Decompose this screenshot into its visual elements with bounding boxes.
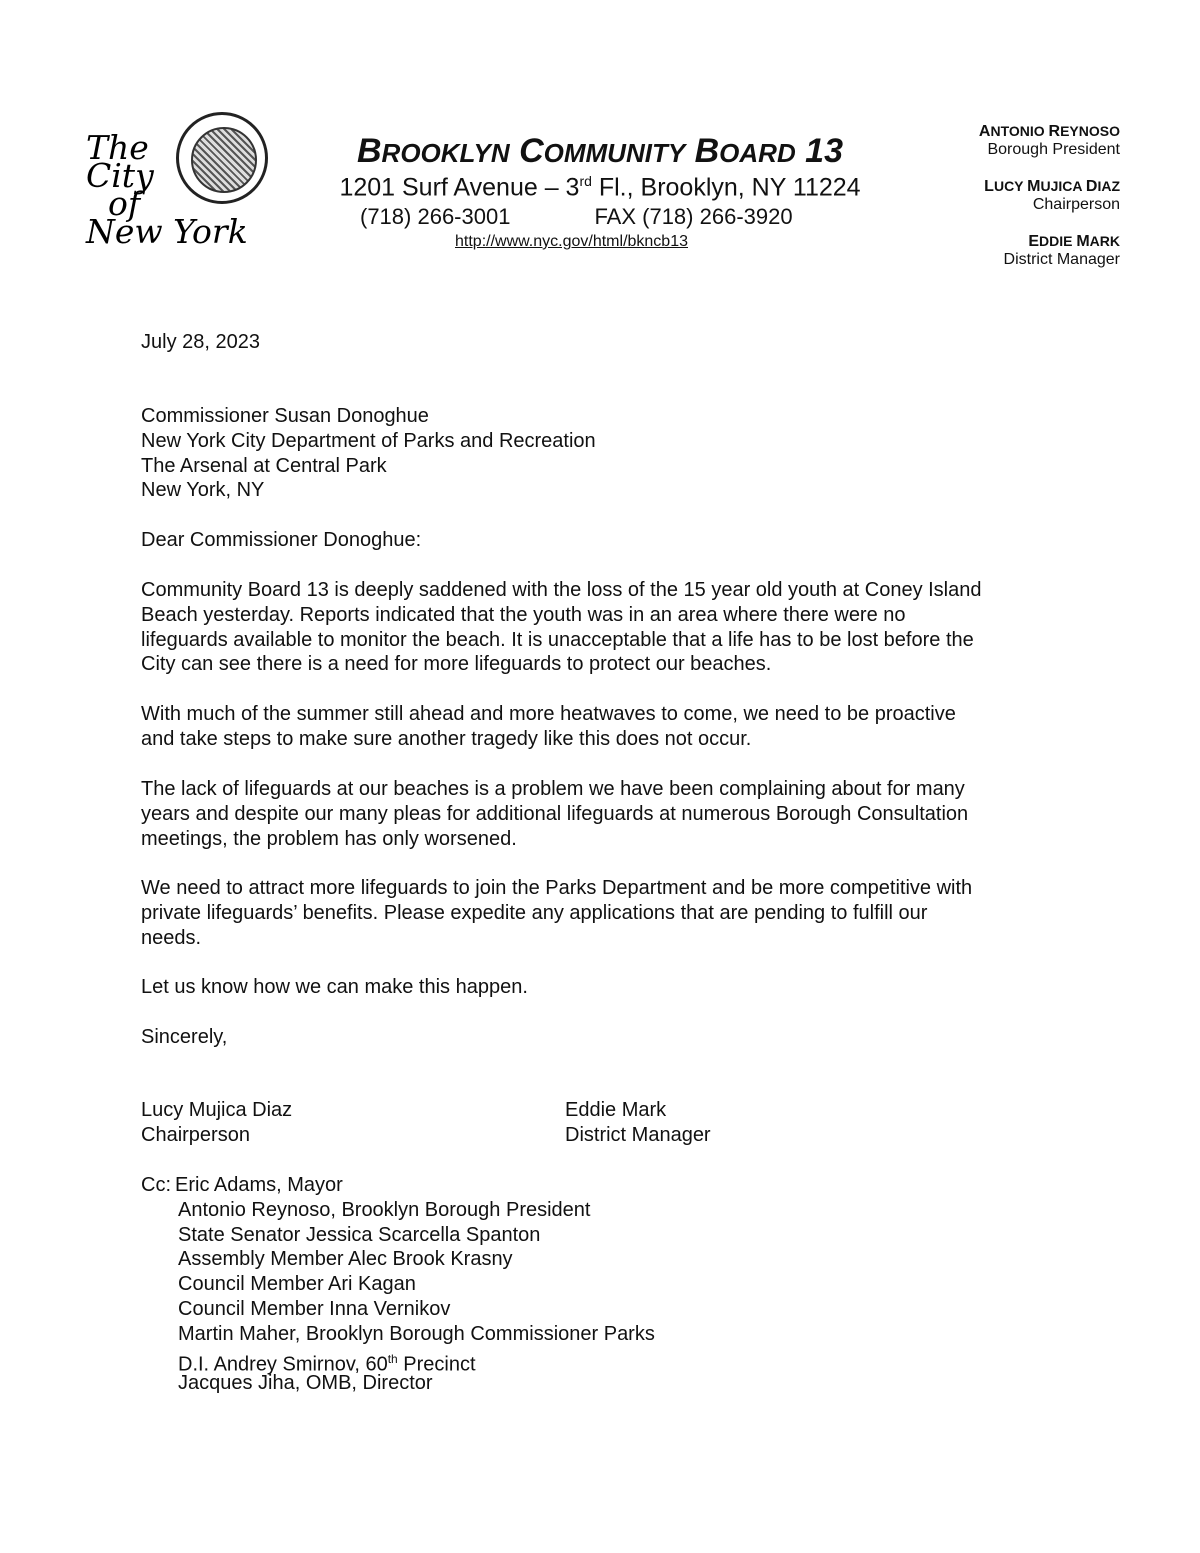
address: 1201 Surf Avenue – 3rd Fl., Brooklyn, NY 11224 <box>339 173 861 202</box>
city-seal-icon <box>176 112 268 204</box>
logo-line: City <box>86 156 154 195</box>
phone: (718) 266-3001 <box>360 204 511 229</box>
recipient-address: Commissioner Susan Donoghue New York City Department of Parks and Recreation The Arsenal at Central Park New York, NY <box>141 405 596 502</box>
officer-borough-president: ANTONIO REYNOSO Borough President <box>978 123 1120 158</box>
salutation: Dear Commissioner Donoghue: <box>141 529 422 551</box>
fax: FAX (718) 266-3920 <box>594 204 793 229</box>
paragraph: Community Board 13 is deeply saddened with the loss of the 15 year old youth at Coney Island Beach yesterday. Reports indicated that the youth was in an area where there were no lifeguards available to monitor the beach. It is unacceptable that a life has to be lost before the City can see there is a need for more lifeguards to protect our beaches. <box>141 579 982 676</box>
org-name: BROOKLYN COMMUNITY BOARD 13 <box>356 132 843 170</box>
website-link[interactable]: http://www.nyc.gov/html/bkncb13 <box>455 233 688 250</box>
officer-district-manager: EDDIE MARK District Manager <box>1003 233 1120 268</box>
paragraph: The lack of lifeguards at our beaches is a problem we have been complaining about for many years and despite our many pleas for additional lifeguards at numerous Borough Consultation meetings, the problem has only worsened. <box>141 778 969 850</box>
logo-line: of <box>108 184 141 223</box>
closing: Sincerely, <box>141 1026 228 1048</box>
logo-line: New York <box>86 212 248 251</box>
paragraph: With much of the summer still ahead and more heatwaves to come, we need to be proactive and take steps to make sure another tragedy like this does not occur. <box>141 703 956 750</box>
cc-label: Cc: <box>141 1174 171 1196</box>
phone-line <box>360 204 793 230</box>
signatory-district-manager: Eddie Mark District Manager <box>565 1099 711 1146</box>
logo-line: The <box>86 128 149 167</box>
cc-list: Eric Adams, Mayor Antonio Reynoso, Brooklyn Borough President State Senator Jessica Scarcella Spanton Assembly Member Alec Brook Krasny Council Member Ari Kagan Council Member Inna Vernikov Martin Maher, Brooklyn Borough Commissioner Parks D.I. Andrey Smirnov, 60th Precinct Jacques Jiha, OMB, Director <box>175 1174 655 1395</box>
officer-chairperson: LUCY MUJICA DIAZ Chairperson <box>984 178 1120 213</box>
paragraph: We need to attract more lifeguards to join the Parks Department and be more competitive with private lifeguards’ benefits. Please expedite any applications that are pending to fulfill our needs. <box>141 877 973 949</box>
paragraph: Let us know how we can make this happen. <box>141 976 528 998</box>
signatory-chairperson: Lucy Mujica Diaz Chairperson <box>141 1099 293 1146</box>
letter-date: July 28, 2023 <box>141 331 260 353</box>
